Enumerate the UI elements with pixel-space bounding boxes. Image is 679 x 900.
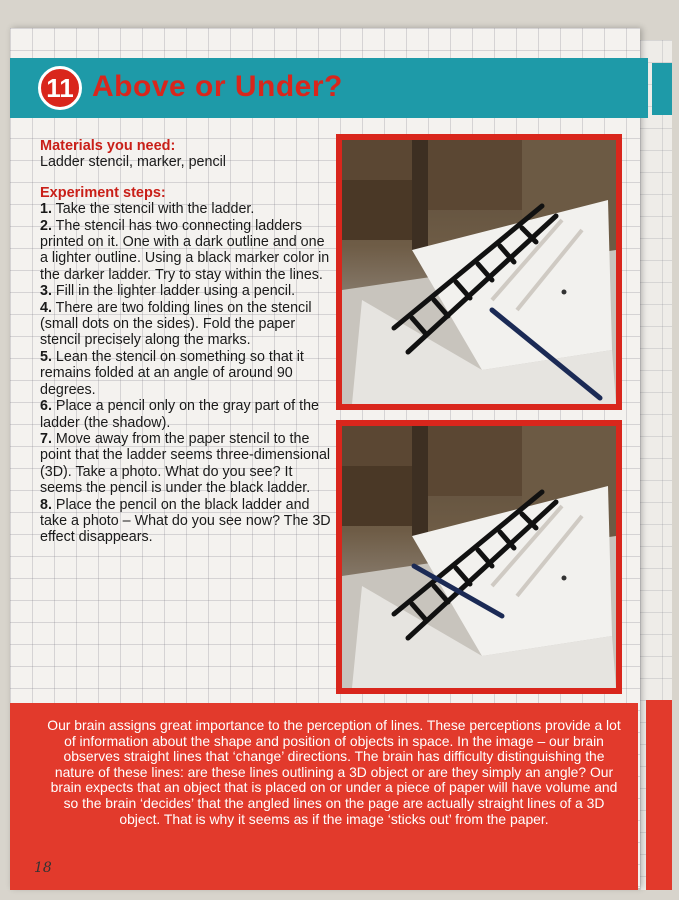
instructions-column	[40, 138, 332, 546]
step-item: 2. The stencil has two connecting ladders printed on it. One with a dark outline and one a lighter outline. Using a black marker color in the darker ladder. Try to stay within the lines.	[40, 217, 330, 283]
explanation-text: Our brain assigns great importance to the perception of lines. These perceptions provide a lot of information about the shape and position of objects in space. In the image – our brain observes straight lines that ‘change’ directions. The brain has difficulty distinguishing the nature of these lines: are these lines outlining a 3D object or are they simply an angle? Our brain expects that an object that is placed on or under a piece of paper will have volume and so the brain ‘decides’ that the angled lines on the page are actually straight lines of a 3D object. That is why it seems as if the image ‘sticks out’ from the paper.	[47, 717, 621, 827]
step-item: 3. Fill in the lighter ladder using a pencil.	[40, 283, 296, 300]
photo-image	[342, 140, 616, 404]
photo-pencil-on-ladder	[336, 420, 622, 694]
step-item: 7. Move away from the paper stencil to the point that the ladder seems three-dimensional (3D). Take a photo. What do you see? It seems the pencil is under the black ladder.	[40, 430, 331, 497]
photo-image	[342, 426, 616, 688]
page-title: Above or Under?	[92, 70, 343, 103]
step-item: 6. Place a pencil only on the gray part of the ladder (the shadow).	[40, 398, 319, 431]
ladder-illusion-illustration	[342, 426, 616, 688]
next-page-red-strip	[646, 700, 672, 890]
step-item: 5. Lean the stencil on something so that it remains folded at an angle of around 90 degrees.	[40, 348, 304, 398]
page-number: 18	[34, 860, 52, 876]
materials-text: Ladder stencil, marker, pencil	[40, 154, 226, 171]
step-item: 8. Place the pencil on the black ladder and take a photo – What do you see now? The 3D effect disappears.	[40, 496, 331, 546]
step-item: 4. There are two folding lines on the stencil (small dots on the sides). Fold the paper stencil precisely along the marks.	[40, 299, 312, 349]
ladder-illusion-illustration	[342, 140, 616, 404]
experiment-number-badge: 11	[38, 66, 82, 110]
steps-heading: Experiment steps:	[40, 184, 166, 201]
step-item: 1. Take the stencil with the ladder.	[40, 201, 255, 218]
materials-heading: Materials you need:	[40, 138, 176, 154]
next-page-teal-strip	[652, 63, 672, 115]
photo-pencil-under-ladder	[336, 134, 622, 410]
